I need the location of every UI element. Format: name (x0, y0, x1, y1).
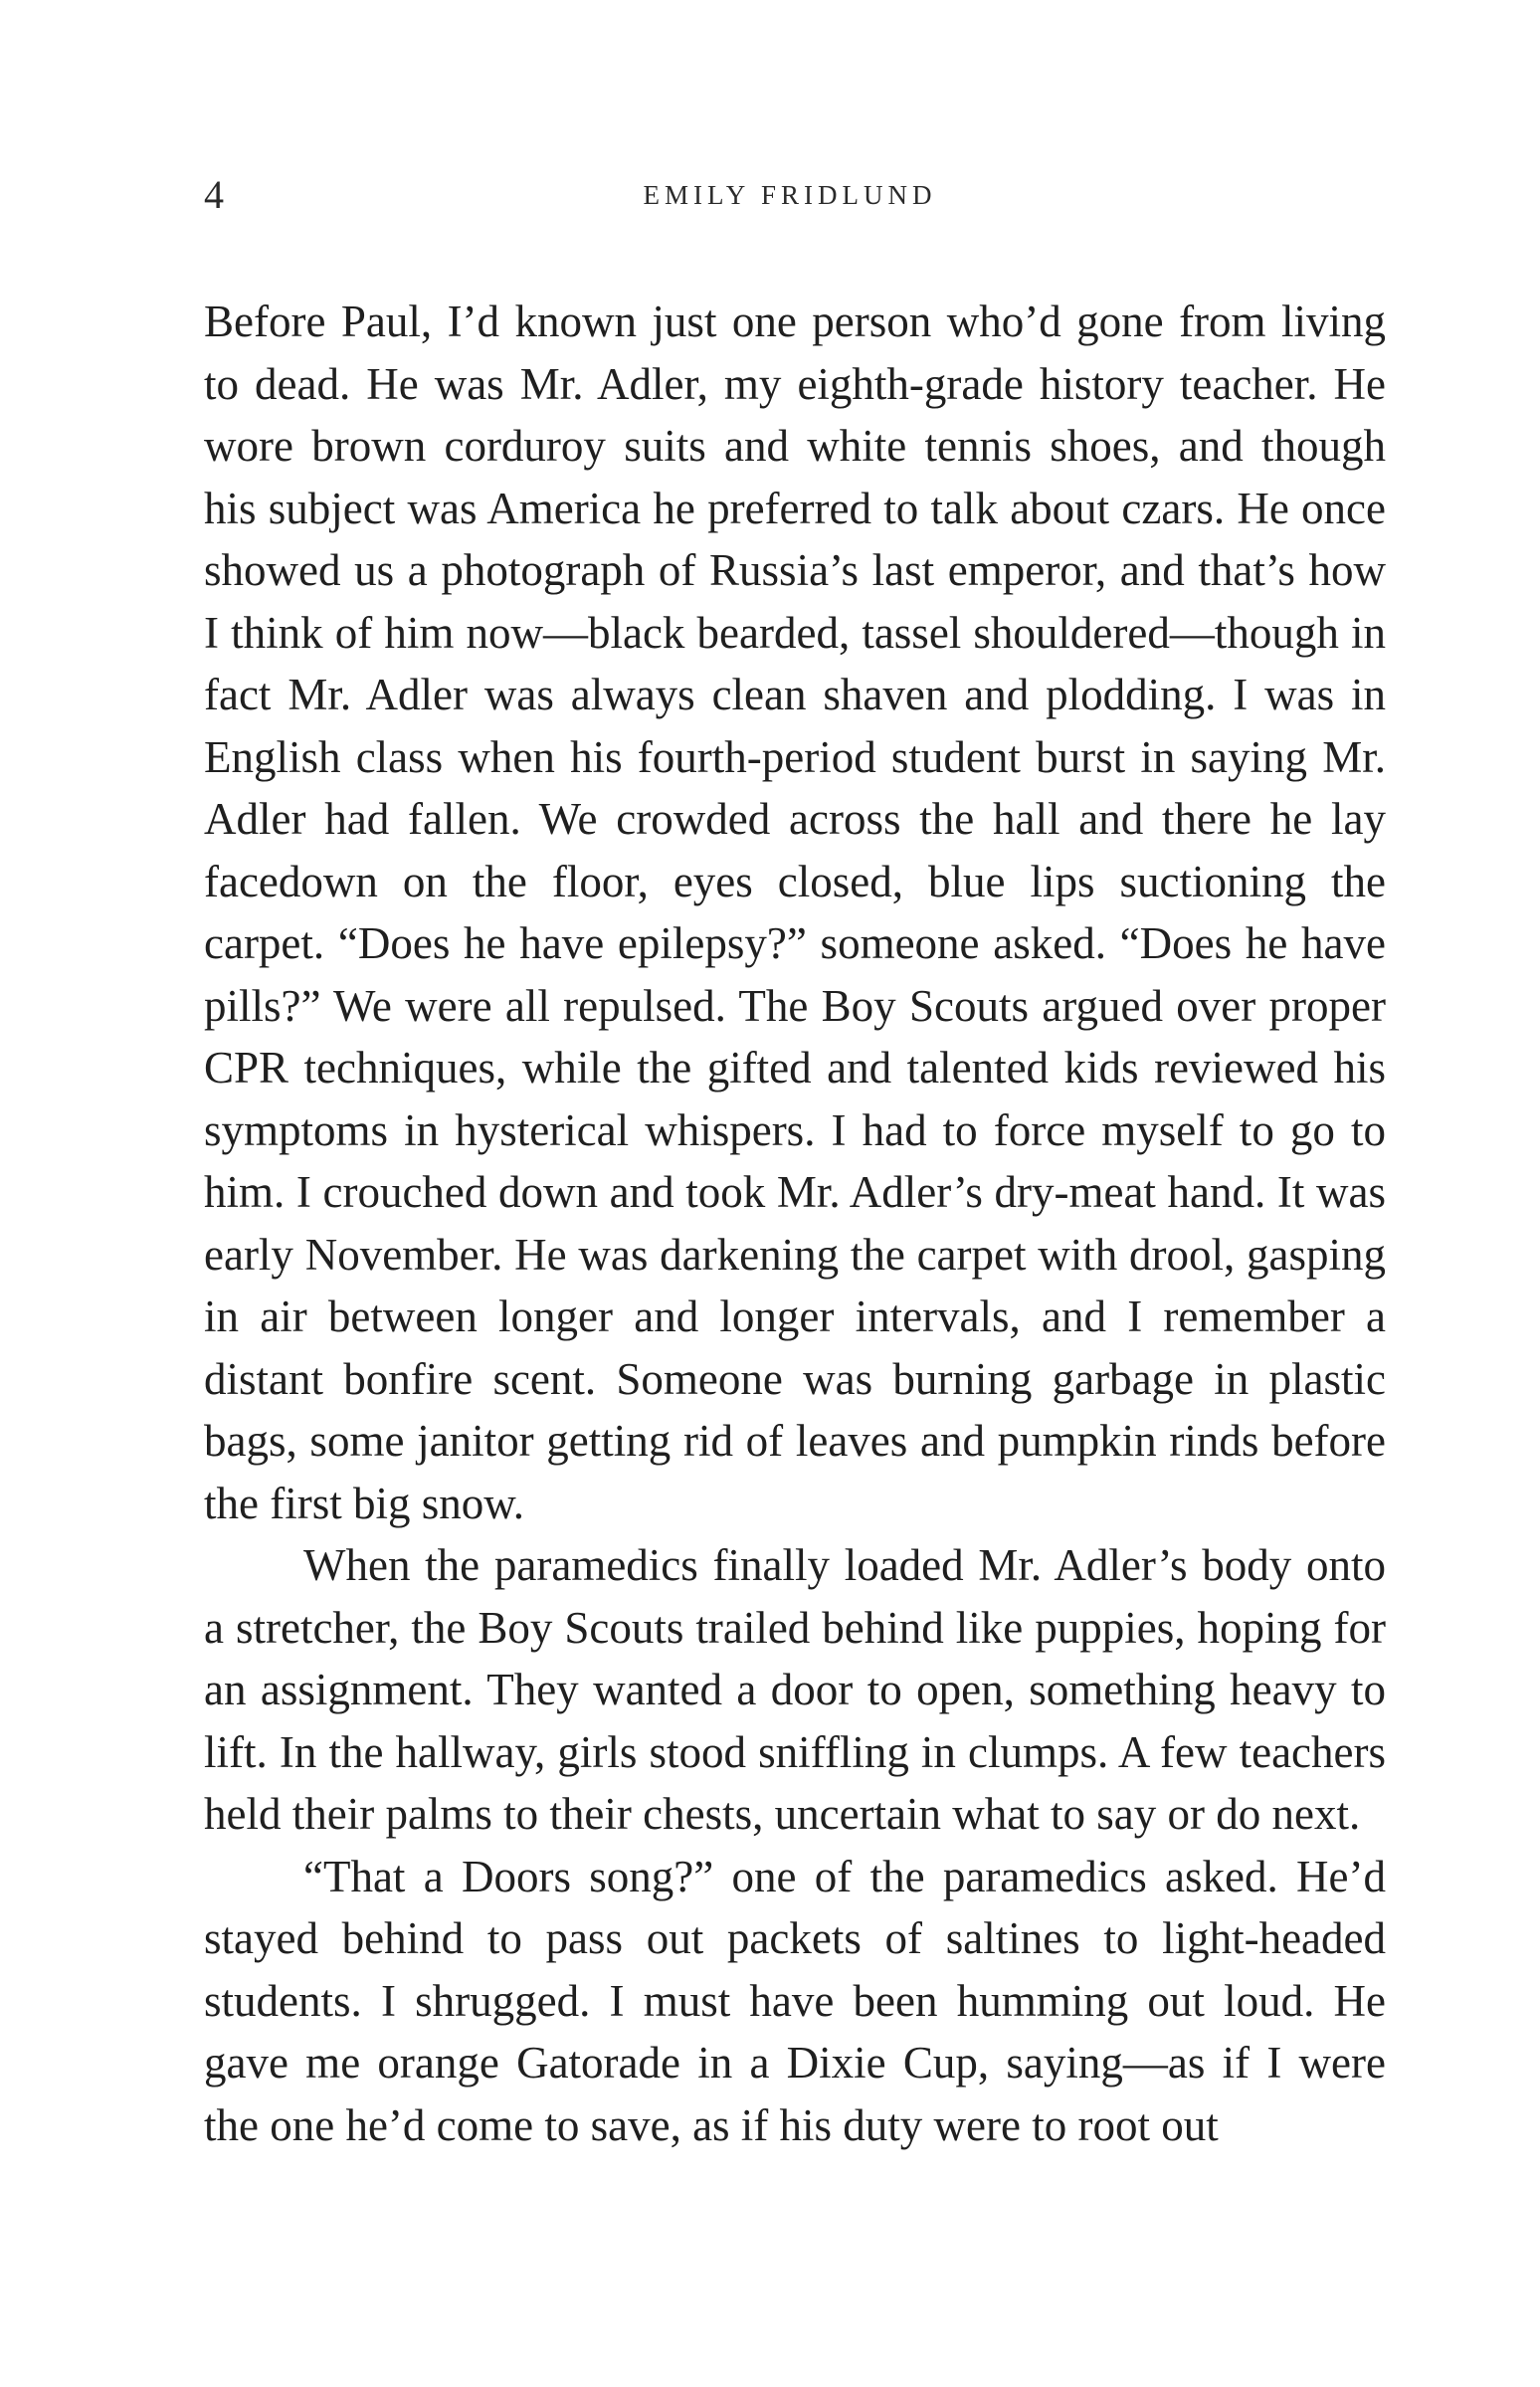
body-text (204, 291, 1386, 2156)
paragraph: “That a Doors song?” one of the paramedics asked. He’d stayed behind to pass out packets of saltines to light-headed students. I shrugged. I must have been humming out loud. He gave me orange Gatorade in a Dixie Cup, saying—as if I were the one he’d come to save, as if his duty were to root out (204, 1851, 1386, 2150)
paragraph: When the paramedics finally loaded Mr. Adler’s body onto a stretcher, the Boy Scouts trailed behind like puppies, hoping for an assignment. They wanted a door to open, something heavy to lift. In the hallway, girls stood sniffling in clumps. A few teachers held their palms to their chests, uncertain what to say or do next. (204, 1540, 1386, 1839)
page-number: 4 (204, 172, 224, 217)
paragraph: Before Paul, I’d known just one person who’d gone from living to dead. He was Mr. Adler, my eighth-grade history teacher. He wore brown corduroy suits and white tennis shoes, and though his subject was America he preferred to talk about czars. He once showed us a photograph of Russia’s last emperor, and that’s how I think of him now—black bearded, tassel shouldered—though in fact Mr. Adler was always clean shaven and plodding. I was in English class when his fourth-period student burst in saying Mr. Adler had fallen. We crowded across the hall and there he lay facedown on the floor, eyes closed, blue lips suctioning the carpet. “Does he have epilepsy?” someone asked. “Does he have pills?” We were all repulsed. The Boy Scouts argued over proper CPR techniques, while the gifted and talented kids reviewed his symptoms in hysterical whispers. I had to force myself to go to him. I crouched down and took Mr. Adler’s dry-meat hand. It was early November. He was darkening the carpet with drool, gasping in air between longer and longer intervals, and I remember a distant bonfire scent. Someone was burning garbage in plastic bags, some janitor getting rid of leaves and pumpkin rinds before the first big snow. (204, 297, 1386, 1528)
running-head-author: EMILY FRIDLUND (643, 180, 937, 210)
